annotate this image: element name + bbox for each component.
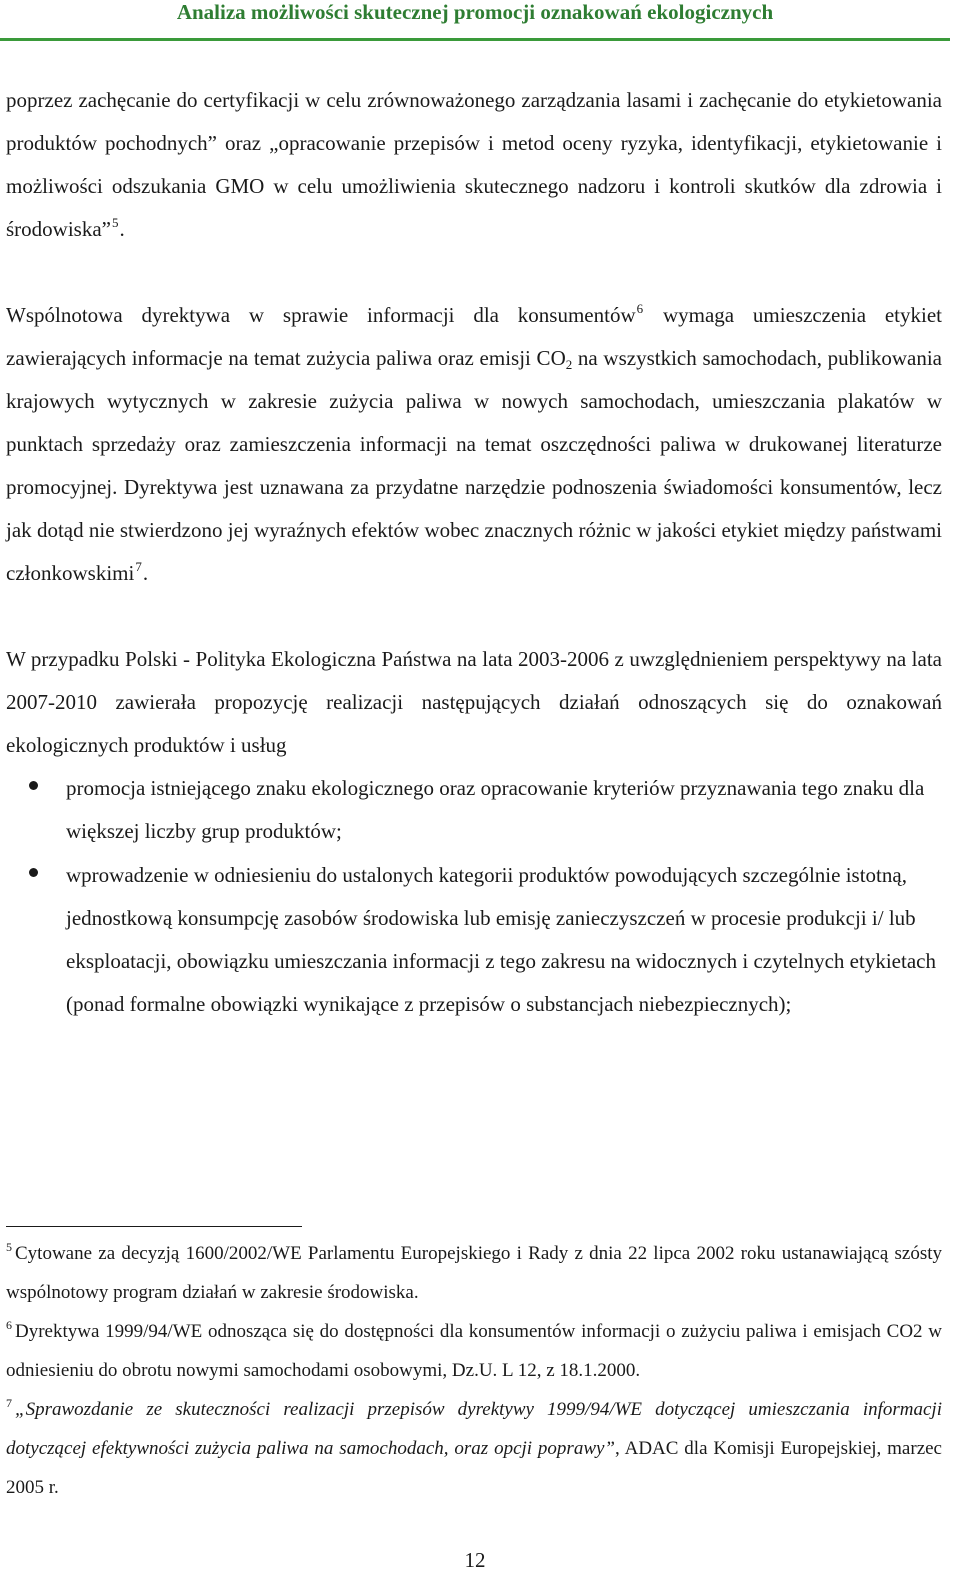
list-item	[6, 767, 942, 853]
footnote-number: 5	[6, 1240, 12, 1254]
footnote-ref-7[interactable]: 7	[135, 559, 142, 574]
bullet-icon	[29, 781, 38, 790]
paragraph-gap	[6, 595, 942, 638]
footnote-ref-5[interactable]: 5	[111, 215, 119, 230]
footnote-number: 7	[6, 1396, 12, 1410]
paragraph-2-part3: na wszystkich samochodach, publikowania krajowych wytycznych w zakresie zużycia paliwa w nowych samochodach, umieszczania plakatów w punktach sprzedaży oraz zamieszczenia informacji na temat oszczędności paliwa w drukowanej literaturze promocyjnej. Dyrektywa jest uznawana za przydatne narzędzie podnoszenia świadomości konsumentów, lecz jak dotąd nie stwierdzono jej wyraźnych efektów wobec znacznych różnic w jakości etykiet między państwami członkowskimi	[6, 346, 942, 585]
list-item-text: promocja istniejącego znaku ekologicznego oraz opracowanie kryteriów przyznawania tego znaku dla większej liczby grup produktów;	[66, 776, 925, 843]
footnote-5	[6, 1234, 942, 1312]
paragraph-1-end: .	[119, 217, 125, 241]
footnote-7	[6, 1390, 942, 1507]
co2-subscript: 2	[565, 357, 573, 372]
paragraph-2	[6, 294, 942, 595]
paragraph-2-part1: Wspólnotowa dyrektywa w sprawie informacji dla konsumentów	[6, 303, 636, 327]
paragraph-gap	[6, 251, 942, 294]
footnote-ref-6[interactable]: 6	[636, 301, 644, 316]
footnote-6	[6, 1312, 942, 1390]
list-item	[6, 854, 942, 1026]
footnote-report-title: „Sprawozdanie ze skuteczności realizacji przepisów dyrektywy 1999/94/WE dotyczącej umieszczania informacji dotyczącej efektywności zużycia paliwa na samochodach, oraz opcji poprawy”	[6, 1399, 942, 1459]
paragraph-2-part2: wymaga umieszczenia etykiet zawierających informacje na temat zużycia paliwa oraz emisji CO	[6, 303, 942, 370]
footnote-text: Cytowane za decyzją 1600/2002/WE Parlamentu Europejskiego i Rady z dnia 22 lipca 2002 roku ustanawiającą szósty wspólnotowy program działań w zakresie środowiska.	[6, 1243, 942, 1303]
list-item-text: wprowadzenie w odniesieniu do ustalonych kategorii produktów powodujących szczególnie istotną, jednostkową konsumpcję zasobów środowiska lub emisję zanieczyszczeń w procesie produkcji i/ lub eksploatacji, obowiązku umieszczania informacji z tego zakresu na widocznych i czytelnych etykietach (ponad formalne obowiązki wynikające z przepisów o substancjach niebezpiecznych);	[66, 863, 936, 1016]
bullet-list	[6, 767, 942, 1026]
footnote-separator	[6, 1226, 302, 1227]
main-content	[6, 79, 942, 1027]
footnotes	[6, 1234, 942, 1507]
running-header: Analiza możliwości skutecznej promocji oznakowań ekologicznych	[176, 0, 774, 24]
footnote-text: , ADAC dla Komisji Europejskiej, marzec 2005 r.	[6, 1438, 942, 1498]
bullet-icon	[29, 868, 38, 877]
paragraph-1-text: poprzez zachęcanie do certyfikacji w celu zrównoważonego zarządzania lasami i zachęcanie do etykietowania produktów pochodnych” oraz „opracowanie przepisów i metod oceny ryzyka, identyfikacji, etykietowanie i możliwości odszukania GMO w celu umożliwienia skutecznego nadzoru i kontroli skutków dla zdrowia i środowiska”	[6, 88, 942, 241]
paragraph-1	[6, 79, 942, 251]
paragraph-2-end: .	[142, 561, 149, 585]
page-number: 12	[464, 1548, 486, 1572]
footnote-text: Dyrektywa 1999/94/WE odnosząca się do dostępności dla konsumentów informacji o zużyciu paliwa i emisjach CO2 w odniesieniu do obrotu nowymi samochodami osobowymi, Dz.U. L 12, z 18.1.2000.	[6, 1321, 942, 1381]
footnote-number: 6	[6, 1318, 12, 1332]
header-divider	[0, 38, 950, 41]
paragraph-3: W przypadku Polski - Polityka Ekologiczna Państwa na lata 2003-2006 z uwzględnieniem perspektywy na lata 2007-2010 zawierała propozycję realizacji następujących działań odnoszących się do oznakowań ekologicznych produktów i usług	[6, 647, 942, 757]
